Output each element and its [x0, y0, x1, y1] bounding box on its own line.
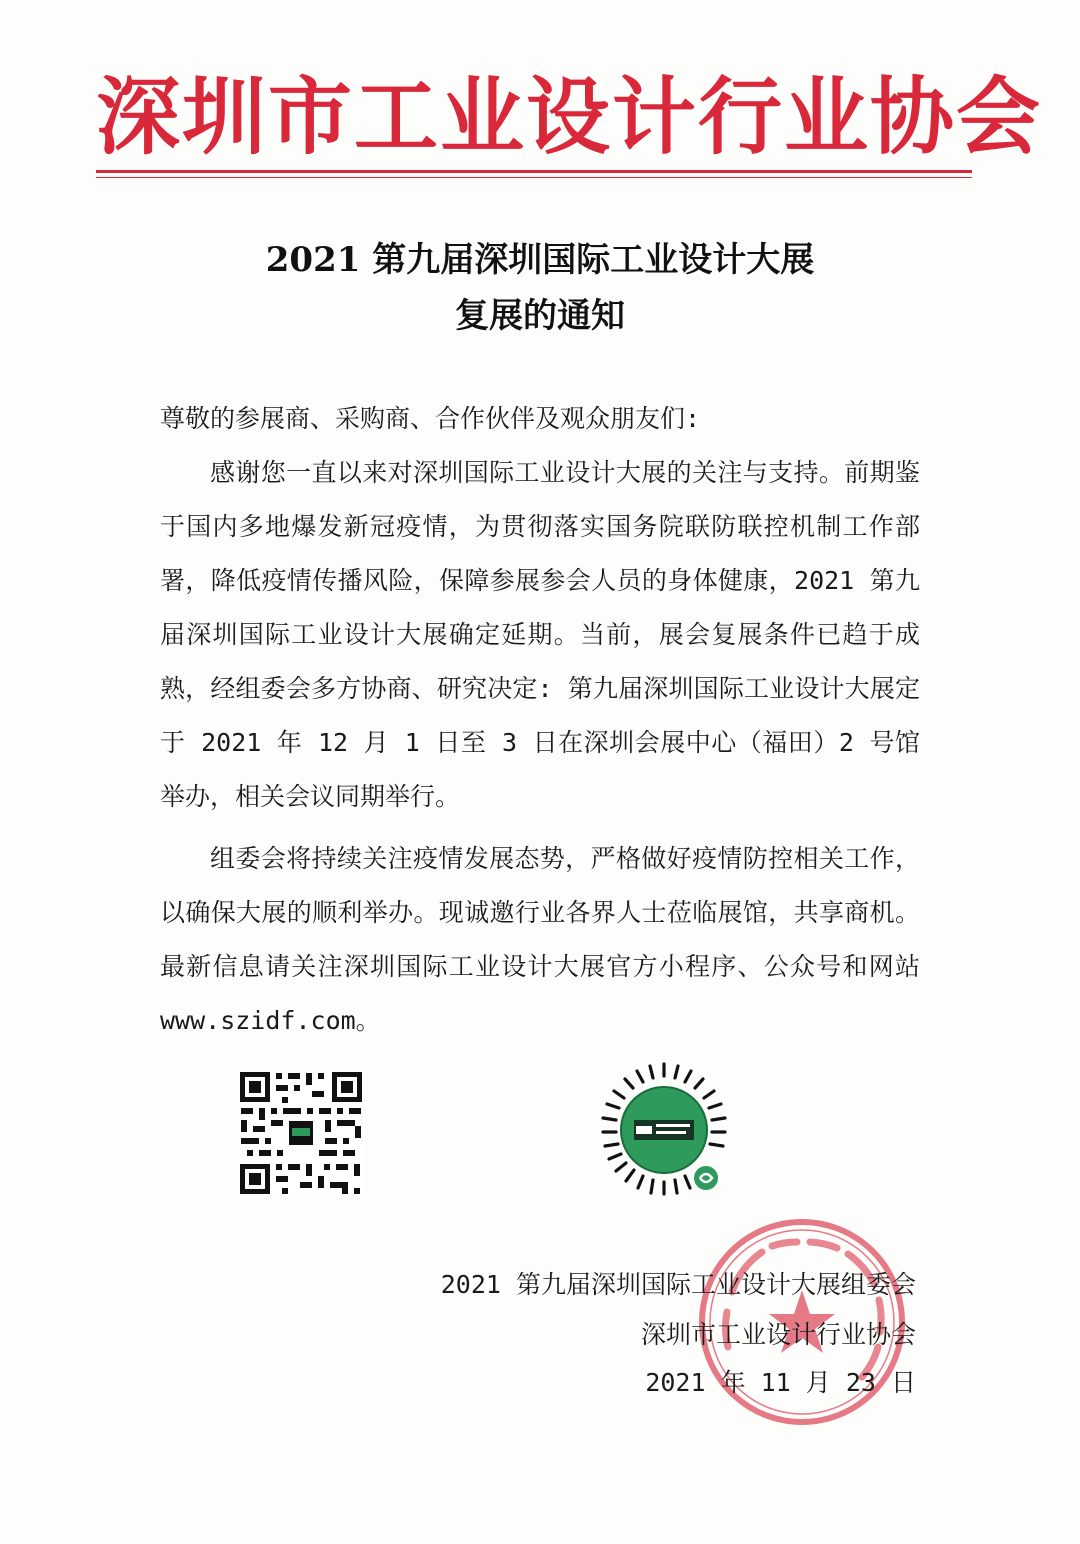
mini-program-code-icon: [594, 1060, 734, 1200]
letterhead-org-name: 深圳市工业设计行业协会: [96, 68, 1043, 166]
body-paragraph-2: 组委会将持续关注疫情发展态势，严格做好疫情防控相关工作，以确保大展的顺利举办。现诚邀行业各界人士莅临展馆，共享商机。最新信息请关注深圳国际工业设计大展官方小程序、公众号和网站 www.szidf.com。: [160, 844, 920, 1035]
qr-code-icon: [238, 1070, 364, 1196]
letterhead-rule-thick: [96, 170, 972, 173]
notice-title-line2: 复展的通知: [455, 296, 625, 336]
signature-association: 深圳市工业设计行业协会: [640, 1320, 916, 1349]
signature-date: 2021 年 11 月 23 日: [645, 1368, 916, 1397]
notice-title-line1: 2021 第九届深圳国际工业设计大展: [265, 240, 815, 280]
body-paragraph-1: 感谢您一直以来对深圳国际工业设计大展的关注与支持。前期鉴于国内多地爆发新冠疫情，为贯彻落实国务院联防联控机制工作部署，降低疫情传播风险，保障参展参会人员的身体健康，2021 第九届深圳国际工业设计大展确定延期。当前，展会复展条件已趋于成熟，经组委会多方协商、研究决定: 第九届深圳国际工业设计大展定于 2021 年 12 月 1 日至 3 日在深圳会展中心（福田）2 号馆举办，相关会议同期举行。: [160, 458, 920, 811]
signature-organizing-committee: 2021 第九届深圳国际工业设计大展组委会: [440, 1270, 916, 1299]
salutation: 尊敬的参展商、采购商、合作伙伴及观众朋友们:: [160, 404, 701, 433]
letterhead-rule-thin: [96, 177, 972, 178]
